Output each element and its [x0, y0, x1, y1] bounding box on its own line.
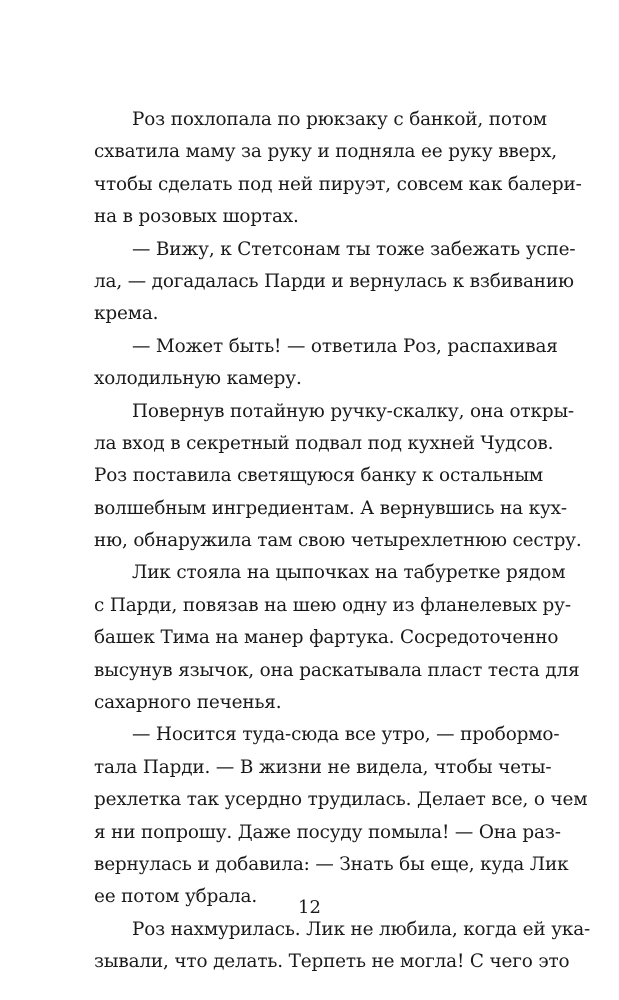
paragraph	[94, 104, 582, 234]
text-line: ла, — догадалась Парди и вернулась к взбиванию	[94, 270, 574, 292]
text-line: вернулась и добавила: — Знать бы еще, куда Лик	[94, 853, 569, 875]
paragraph	[94, 557, 580, 719]
text-line: зывали, что делать. Терпеть не могла! С чего это	[94, 951, 570, 973]
text-line: ню, обнаружила там свою четырехлетнюю сестру.	[94, 530, 582, 552]
text-line: ла вход в секретный подвал под кухней Чудсов.	[94, 432, 554, 454]
paragraph	[94, 331, 558, 396]
text-line: ее потом убрала.	[94, 886, 258, 908]
paragraph	[94, 914, 591, 979]
text-line: волшебным ингредиентам. А вернувшись на кух-	[94, 497, 567, 519]
text-line: рехлетка так усердно трудилась. Делает все, о чем	[94, 789, 588, 811]
text-line: Роз похлопала по рюкзаку с банкой, потом	[132, 109, 547, 130]
text-line: схватила маму за руку и подняла ее руку вверх,	[94, 141, 557, 163]
text-line: Роз нахмурилась. Лик не любила, когда ей ука-	[132, 918, 591, 940]
text-line: Роз поставила светящуюся банку к остальным	[94, 465, 544, 487]
text-line: с Парди, повязав на шею одну из фланелевых ру-	[94, 594, 571, 616]
text-line: — Может быть! — ответила Роз, распахивая	[132, 335, 558, 357]
text-line: я ни попрошу. Даже посуду помыла! — Она раз-	[94, 821, 561, 843]
text-line: холодильную камеру.	[94, 368, 302, 390]
text-line: башек Тима на манер фартука. Сосредоточенно	[94, 627, 559, 649]
text-line: — Носится туда-сюда все утро, — пробормо-	[132, 724, 560, 746]
paragraph	[94, 719, 588, 913]
text-line: на в розовых шортах.	[94, 206, 299, 228]
text-line: тала Парди. — В жизни не видела, чтобы четы-	[94, 756, 552, 778]
text-line: Повернув потайную ручку-скалку, она откры-	[132, 400, 574, 422]
text-line: чтобы сделать под ней пируэт, совсем как балери-	[94, 173, 582, 195]
text-line: крема.	[94, 303, 159, 325]
text-line: сахарного печенья.	[94, 692, 282, 714]
paragraph	[94, 234, 576, 331]
body-text	[94, 104, 591, 979]
text-line: высунув язычок, она раскатывала пласт теста для	[94, 659, 580, 681]
text-line: Лик стояла на цыпочках на табуретке рядом	[132, 562, 566, 584]
page-number: 12	[298, 897, 321, 918]
paragraph	[94, 396, 582, 558]
text-line: — Вижу, к Стетсонам ты тоже забежать успе-	[132, 238, 576, 260]
